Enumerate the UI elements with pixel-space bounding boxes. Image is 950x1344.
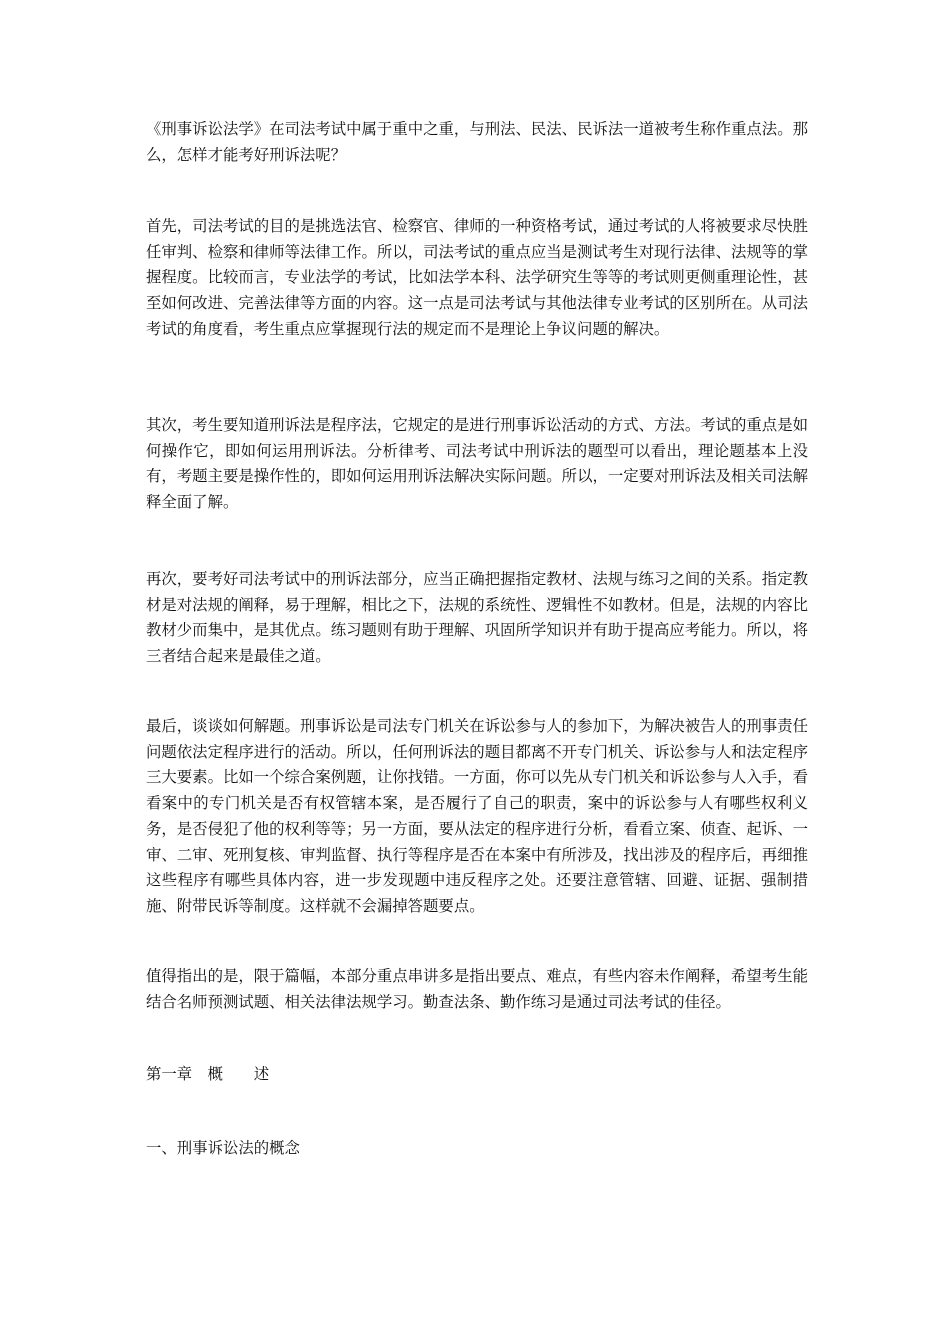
fourth-point-paragraph: 最后，谈谈如何解题。刑事诉讼是司法专门机关在诉讼参与人的参加下，为解决被告人的刑事责任问题依法定程序进行的活动。所以，任何刑诉法的题目都离不开专门机关、诉讼参与人和法定程序三大要素。比如一个综合案例题，让你找错。一方面，你可以先从专门机关和诉讼参与人入手，看看案中的专门机关是否有权管辖本案，是否履行了自己的职责，案中的诉讼参与人有哪些权利义务，是否侵犯了他的权利等等；另一方面，要从法定的程序进行分析，看看立案、侦查、起诉、一审、二审、死刑复核、审判监督、执行等程序是否在本案中有所涉及，找出涉及的程序后，再细推这些程序有哪些具体内容，进一步发现题中违反程序之处。还要注意管辖、回避、证据、强制措施、附带民诉等制度。这样就不会漏掉答题要点。 — [146, 717, 808, 915]
chapter-heading: 第一章 概 述 — [146, 1065, 270, 1083]
closing-paragraph: 值得指出的是，限于篇幅，本部分重点串讲多是指出要点、难点，有些内容未作阐释，希望考生能结合名师预测试题、相关法律法规学习。勤查法条、勤作练习是通过司法考试的佳径。 — [146, 967, 808, 1011]
third-point-paragraph: 再次，要考好司法考试中的刑诉法部分，应当正确把握指定教材、法规与练习之间的关系。指定教材是对法规的阐释，易于理解，相比之下，法规的系统性、逻辑性不如教材。但是，法规的内容比教材少而集中，是其优点。练习题则有助于理解、巩固所学知识并有助于提高应考能力。所以，将三者结合起来是最佳之道。 — [146, 570, 808, 666]
intro-paragraph: 《刑事诉讼法学》在司法考试中属于重中之重，与刑法、民法、民诉法一道被考生称作重点法。那么，怎样才能考好刑诉法呢？ — [146, 120, 808, 164]
section-heading: 一、刑事诉讼法的概念 — [146, 1139, 300, 1157]
first-point-paragraph: 首先，司法考试的目的是挑选法官、检察官、律师的一种资格考试，通过考试的人将被要求尽快胜任审判、检察和律师等法律工作。所以，司法考试的重点应当是测试考生对现行法律、法规等的掌握程度。比较而言，专业法学的考试，比如法学本科、法学研究生等等的考试则更侧重理论性，甚至如何改进、完善法律等方面的内容。这一点是司法考试与其他法律专业考试的区别所在。从司法考试的角度看，考生重点应掌握现行法的规定而不是理论上争议问题的解决。 — [146, 217, 808, 338]
second-point-paragraph: 其次，考生要知道刑诉法是程序法，它规定的是进行刑事诉讼活动的方式、方法。考试的重点是如何操作它，即如何运用刑诉法。分析律考、司法考试中刑诉法的题型可以看出，理论题基本上没有，考题主要是操作性的，即如何运用刑诉法解决实际问题。所以，一定要对刑诉法及相关司法解释全面了解。 — [146, 416, 808, 512]
